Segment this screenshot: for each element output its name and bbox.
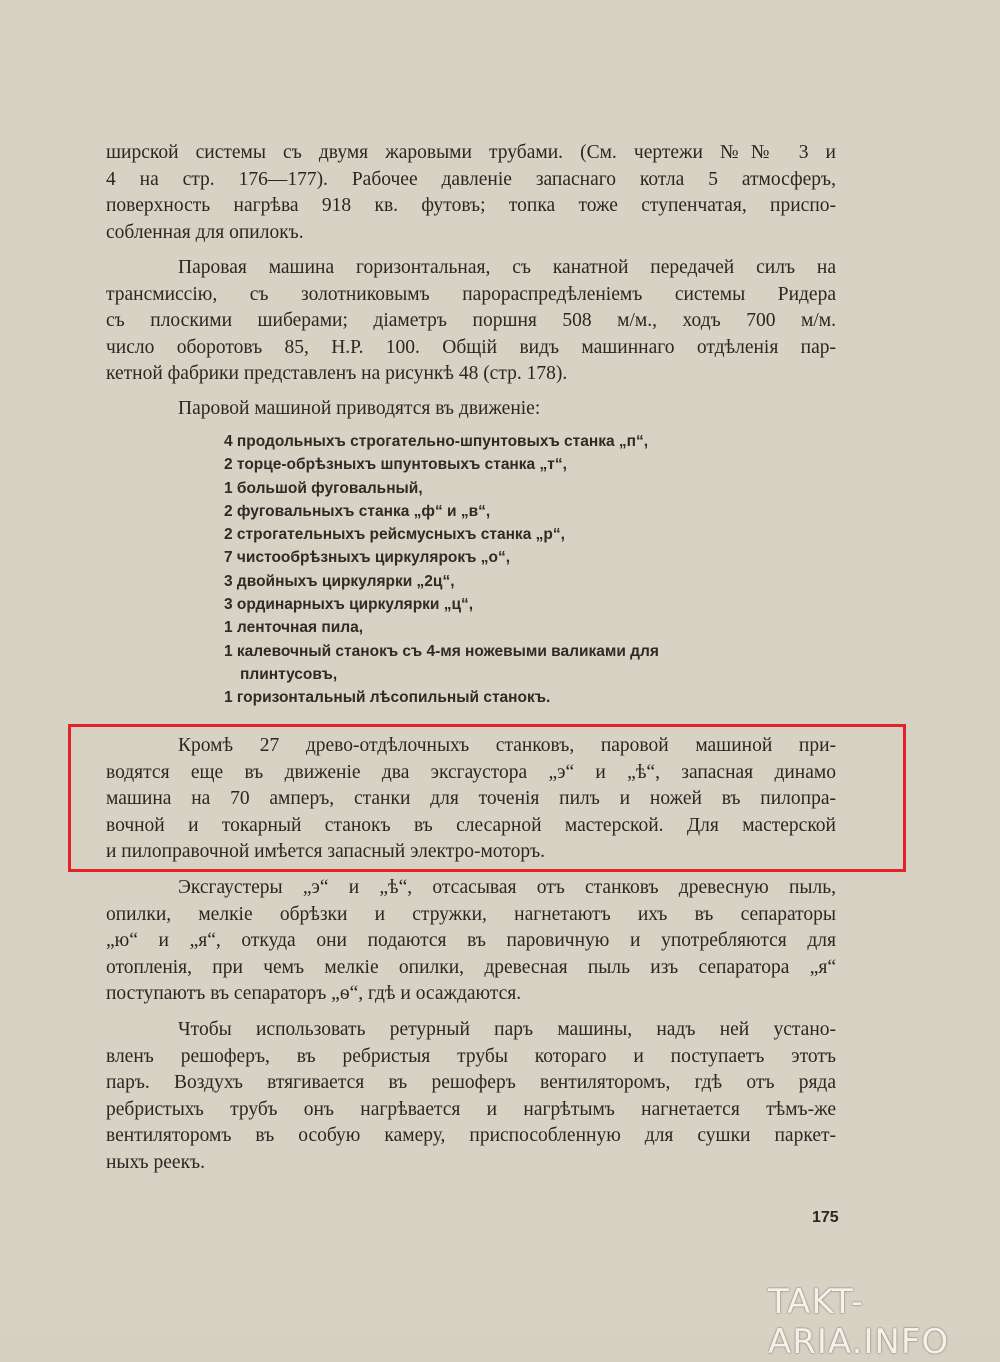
text-line: вленъ решоферъ, въ ребристыя трубы котораго и поступаетъ этотъ (106, 1045, 836, 1067)
text-line: Чтобы использовать ретурный паръ машины, надъ ней устано- (178, 1019, 836, 1040)
text-line: водятся еще въ движеніе два эксгаустора „э“ и „ѣ“, запасная динамо (106, 761, 836, 783)
list-item: 1 большой фуговальный, (224, 479, 423, 497)
text-line: Кромѣ 27 древо-отдѣлочныхъ станковъ, паровой машиной при- (178, 735, 836, 756)
list-item: 2 фуговальныхъ станка „ф“ и „в“, (224, 502, 491, 520)
paragraph-list-intro (106, 396, 836, 423)
text-line: съ плоскими шиберами; діаметръ поршня 508 м/м., ходъ 700 м/м. (106, 310, 836, 331)
text-line: вентиляторомъ въ особую камеру, приспособленную для сушки паркет- (106, 1125, 836, 1146)
machine-list (224, 430, 754, 710)
text-line: опилки, мелкіе обрѣзки и стружки, нагнетаютъ ихъ въ сепараторы (106, 903, 836, 925)
text-line: собленная для опилокъ. (106, 221, 304, 243)
text-line: вочной и токарный станокъ въ слесарной мастерской. Для мастерской (106, 814, 836, 836)
list-item: 1 горизонтальный лѣсопильный станокъ. (224, 689, 551, 707)
text-line: Эксгаустеры „э“ и „ѣ“, отсасывая отъ станковъ древесную пыль, (178, 877, 836, 898)
text-line: ныхъ реекъ. (106, 1151, 205, 1173)
text-line: трансмиссію, съ золотниковымъ парораспредѣленіемъ системы Ридера (106, 283, 836, 305)
text-line: паръ. Воздухъ втягивается въ решоферъ вентиляторомъ, гдѣ отъ ряда (106, 1072, 836, 1093)
list-item: 2 строгательныхъ рейсмусныхъ станка „р“, (224, 526, 565, 544)
text-line: отопленія, при чемъ мелкіе опилки, древесная пыль изъ сепаратора „я“ (106, 956, 836, 978)
text-line: Паровая машина горизонтальная, съ канатной передачей силъ на (178, 257, 836, 278)
list-item: 1 ленточная пила, (224, 619, 364, 637)
watermark: TAKT-ARIA.INFO (768, 1282, 950, 1362)
highlight-box (68, 724, 906, 872)
paragraph-boiler (106, 140, 836, 246)
paragraph-steam-engine (106, 255, 836, 388)
text-line: число оборотовъ 85, Н.Р. 100. Общій видъ машиннаго отдѣленія пар- (106, 336, 836, 358)
text-line: „ю“ и „я“, откуда они подаются въ паровичную и употребляются для (106, 930, 836, 951)
list-item: 4 продольныхъ строгательно-шпунтовыхъ станка „п“, (224, 433, 649, 450)
text-line: ширской системы съ двумя жаровыми трубами. (См. чертежи №№ 3 и (106, 142, 836, 163)
list-item: 2 торце-обрѣзныхъ шпунтовыхъ станка „т“, (224, 456, 567, 474)
text-line: ребристыхъ трубъ онъ нагрѣвается и нагрѣтымъ нагнетается тѣмъ-же (106, 1098, 836, 1120)
paragraph-heater (106, 1017, 836, 1176)
list-item: 3 ординарныхъ циркулярки „ц“, (224, 596, 474, 614)
page-number: 175 (812, 1209, 839, 1226)
list-item: 3 двойныхъ циркулярки „2ц“, (224, 572, 455, 590)
list-item: 1 калевочный станокъ съ 4-мя ножевыми валиками для (224, 642, 659, 660)
list-item: плинтусовъ, (240, 665, 338, 683)
text-line: кетной фабрики представленъ на рисункѣ 48 (стр. 178). (106, 363, 568, 384)
list-item: 7 чистообрѣзныхъ циркулярокъ „о“, (224, 549, 511, 567)
text-line: Паровой машиной приводятся въ движеніе: (178, 398, 541, 419)
text-line: поверхность нагрѣва 918 кв. футовъ; топка тоже ступенчатая, приспо- (106, 195, 836, 216)
text-line: 4 на стр. 176—177). Рабочее давленіе запаснаго котла 5 атмосферъ, (106, 168, 836, 190)
paragraph-exhausters (106, 875, 836, 1008)
text-line: поступаютъ въ сепараторъ „ѳ“, гдѣ и осаждаются. (106, 983, 522, 1004)
text-line: машина на 70 амперъ, станки для точенія пилъ и ножей въ пилопра- (106, 788, 836, 809)
text-line: и пилоправочной имѣется запасный электро-моторъ. (106, 841, 546, 862)
